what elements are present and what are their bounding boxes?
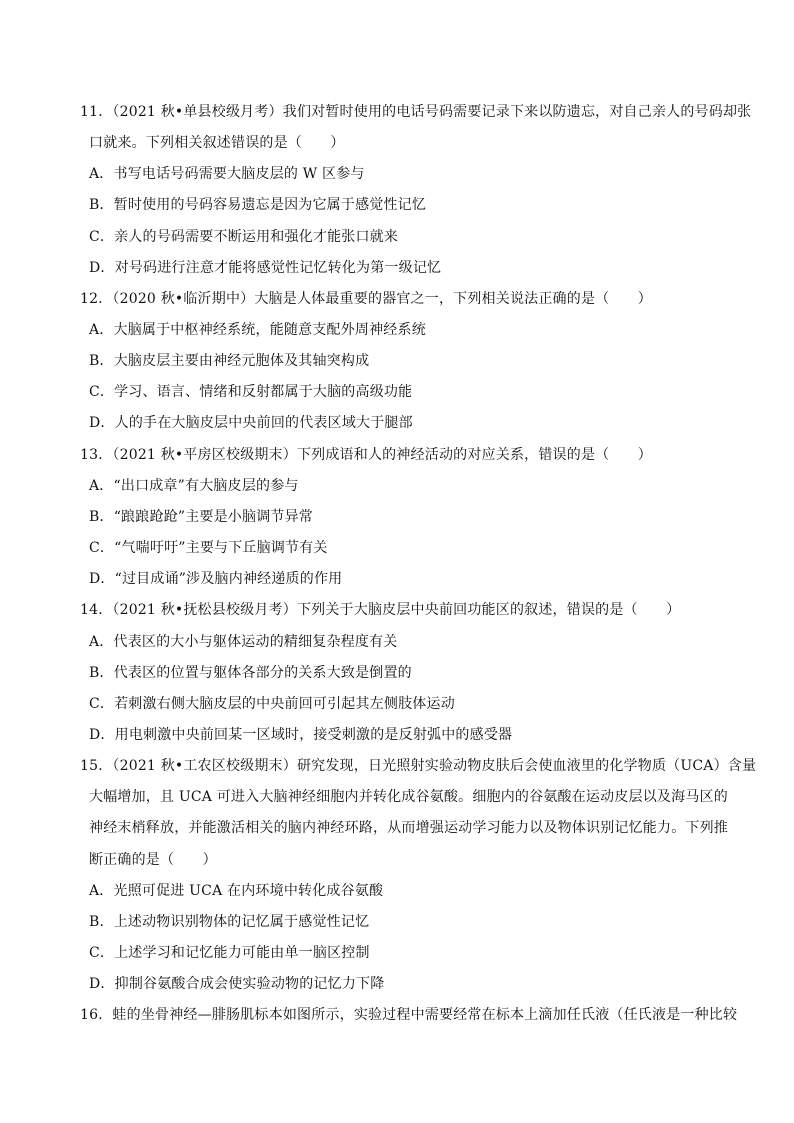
question-13-option-d: D．“过目成诵”涉及脑内神经递质的作用 <box>89 571 343 587</box>
question-12-stem-line-1: 12．（2020 秋•临沂期中）大脑是人体最重要的器官之一，下列相关说法正确的是（ ） <box>80 291 652 307</box>
question-16-stem-line-1: 16．蛙的坐骨神经—腓肠肌标本如图所示，实验过程中需要经常在标本上滴加任氏液（任氏液是一种比较 <box>80 1007 738 1023</box>
question-13-option-a: A．“出口成章”有大脑皮层的参与 <box>89 478 299 494</box>
question-13-option-b: B．“踉踉跄跄”主要是小脑调节异常 <box>89 509 314 525</box>
question-14-option-a: A．代表区的大小与躯体运动的精细复杂程度有关 <box>89 634 398 650</box>
question-11-option-b: B．暂时使用的号码容易遗忘是因为它属于感觉性记忆 <box>89 197 427 213</box>
question-15-stem-line-4: 断正确的是（ ） <box>89 852 217 868</box>
question-12-option-d: D．人的手在大脑皮层中央前回的代表区域大于腿部 <box>89 415 413 431</box>
question-11-option-d: D．对号码进行注意才能将感觉性记忆转化为第一级记忆 <box>89 260 442 276</box>
question-13-stem-line-1: 13．（2021 秋•平房区校级期末）下列成语和人的神经活动的对应关系，错误的是（ ） <box>80 447 652 463</box>
question-12-option-a: A．大脑属于中枢神经系统，能随意支配外周神经系统 <box>89 322 426 338</box>
question-12-option-b: B．大脑皮层主要由神经元胞体及其轴突构成 <box>89 353 370 369</box>
question-14-option-c: C．若刺激右侧大脑皮层的中央前回可引起其左侧肢体运动 <box>89 696 455 712</box>
question-15-option-d: D．抑制谷氨酸合成会使实验动物的记忆力下降 <box>89 976 385 992</box>
question-15-stem-line-1: 15．（2021 秋•工农区校级期末）研究发现，日光照射实验动物皮肤后会使血液里的化学物质（UCA）含量 <box>80 758 757 774</box>
question-13-option-c: C．“气喘吁吁”主要与下丘脑调节有关 <box>89 540 328 556</box>
question-15-stem-line-2: 大幅增加，且 UCA 可进入大脑神经细胞内并转化成谷氨酸。细胞内的谷氨酸在运动皮层以及海马区的 <box>89 789 728 805</box>
question-14-stem-line-1: 14．（2021 秋•抚松县校级月考）下列关于大脑皮层中央前回功能区的叙述，错误的是（ ） <box>80 602 681 618</box>
question-15-option-b: B．上述动物识别物体的记忆属于感觉性记忆 <box>89 914 370 930</box>
question-12-option-c: C．学习、语言、情绪和反射都属于大脑的高级功能 <box>89 384 413 400</box>
question-11-stem-line-2: 口就来。下列相关叙述错误的是（ ） <box>89 135 345 151</box>
question-15-option-c: C．上述学习和记忆能力可能由单一脑区控制 <box>89 945 370 961</box>
question-15-stem-line-3: 神经末梢释放，并能激活相关的脑内神经环路，从而增强运动学习能力以及物体识别记忆能力。下列推 <box>89 820 728 836</box>
question-14-option-d: D．用电刺激中央前回某一区域时，接受刺激的是反射弧中的感受器 <box>89 727 513 743</box>
question-11-option-c: C．亲人的号码需要不断运用和强化才能张口就来 <box>89 229 399 245</box>
question-11-option-a: A．书写电话号码需要大脑皮层的 W 区参与 <box>89 166 365 182</box>
question-15-option-a: A．光照可促进 UCA 在内环境中转化成谷氨酸 <box>89 883 384 899</box>
question-11-stem-line-1: 11．（2021 秋•单县校级月考）我们对暂时使用的电话号码需要记录下来以防遗忘，对自己亲人的号码却张 <box>80 104 752 120</box>
question-14-option-b: B．代表区的位置与躯体各部分的关系大致是倒置的 <box>89 665 412 681</box>
